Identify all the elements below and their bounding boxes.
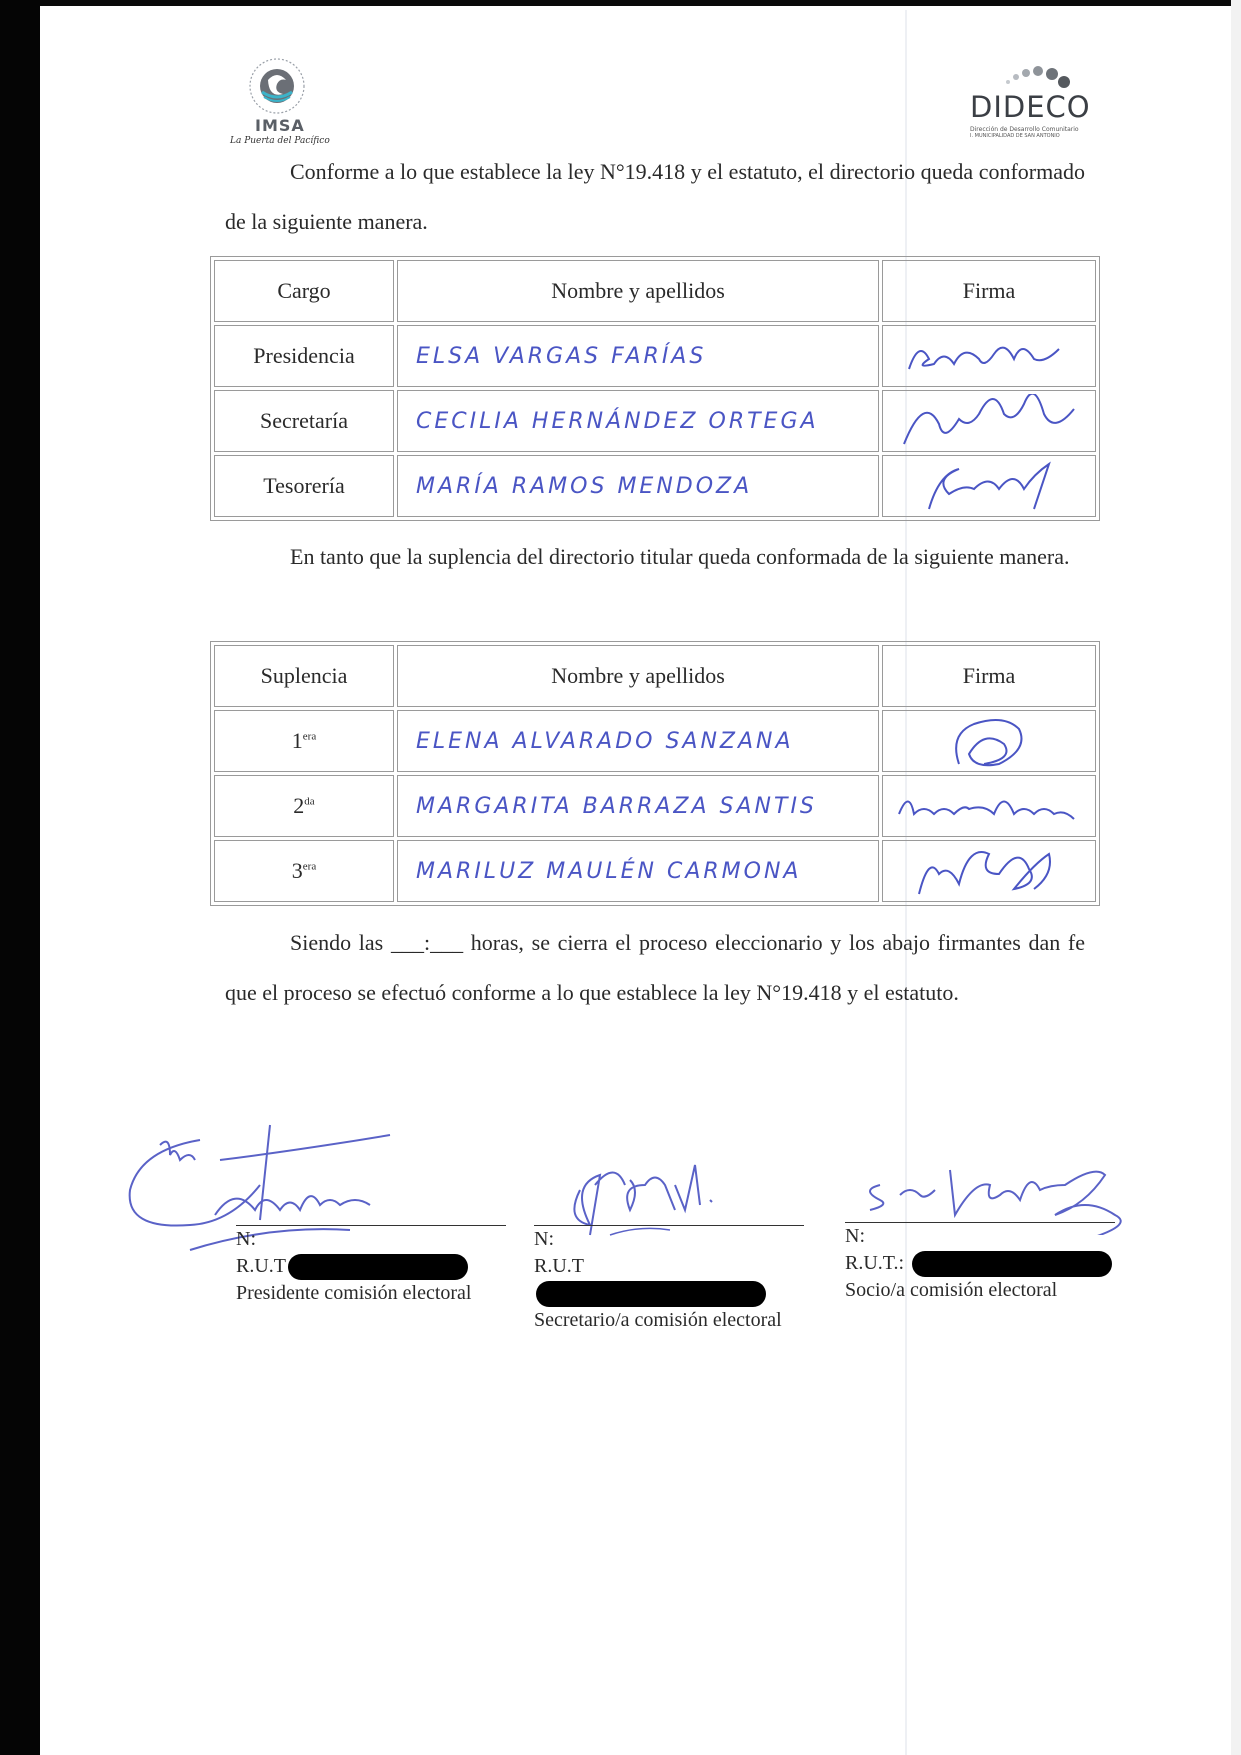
closing-text-part2: horas, se cierra el proceso eleccionario y los abajo firmantes dan fe que el proceso se efectuó conforme a lo que establece la ley N°19.418 y el estatuto. [225,930,1085,1005]
rut-row [845,1250,1115,1277]
redaction-bar [912,1251,1112,1277]
table-row [214,710,1096,772]
table-row [214,775,1096,837]
signature-image [882,710,1096,772]
rut-label: R.U.T [534,1255,584,1277]
dideco-subtitle-2: I. MUNICIPALIDAD DE SAN ANTONIO [970,133,1060,139]
signature-block-presidente [236,1225,506,1307]
signature-image [882,840,1096,902]
suplencia-paragraph: En tanto que la suplencia del directorio titular queda conformada de la siguiente manera. [290,544,1070,569]
directorio-table [210,256,1100,521]
handwritten-name: CECILIA HERNÁNDEZ ORTEGA [397,390,879,452]
role-label: Secretario/a comisión electoral [534,1309,782,1332]
signature-image [882,455,1096,517]
table-row [214,840,1096,902]
signature-image [882,325,1096,387]
rut-row [534,1253,804,1307]
cargo-cell: Presidencia [214,325,394,387]
dideco-name: DIDECO [970,90,1091,124]
handwritten-name: MARÍA RAMOS MENDOZA [397,455,879,517]
rut-row [236,1253,506,1280]
header-cargo: Cargo [214,260,394,322]
redaction-bar [536,1281,766,1307]
signature-image [882,390,1096,452]
suplencia-number: $1^{era}$ [214,710,394,772]
signature-block-socio [845,1222,1115,1304]
n-label: N: [236,1228,256,1250]
redaction-bar [288,1254,468,1280]
table-row [214,325,1096,387]
intro-paragraph: Conforme a lo que establece la ley N°19.418 y el estatuto, el directorio queda conformado de la siguiente manera. [225,159,1085,234]
rut-label: R.U.T [236,1255,286,1277]
handwritten-name: ELSA VARGAS FARÍAS [397,325,879,387]
dideco-subtitle: Dirección de Desarrollo Comunitario [970,126,1079,133]
n-label: N: [534,1228,554,1250]
time-blank: ___:___ [390,930,464,955]
table-header-row [214,645,1096,707]
header-firma: Firma [882,645,1096,707]
closing-paragraph [225,918,1085,1018]
table-header-row [214,260,1096,322]
n-label: N: [845,1225,865,1247]
imsa-name: IMSA [255,116,305,135]
scan-right-edge [1231,0,1241,1755]
rut-label: R.U.T.: [845,1252,905,1274]
closing-text-part1: Siendo las [290,930,384,955]
signature-block-secretario [534,1225,804,1334]
suplencia-table [210,641,1100,906]
signature-image [882,775,1096,837]
handwritten-name: ELENA ALVARADO SANZANA [397,710,879,772]
imsa-tagline: La Puerta del Pacífico [230,136,330,146]
header-nombre: Nombre y apellidos [397,645,879,707]
suplencia-number: $3^{era}$ [214,840,394,902]
header-suplencia: Suplencia [214,645,394,707]
handwritten-name: MARILUZ MAULÉN CARMONA [397,840,879,902]
role-label: Presidente comisión electoral [236,1282,472,1305]
table-row [214,390,1096,452]
scan-top-edge [40,0,1241,6]
cargo-cell: Tesorería [214,455,394,517]
scan-left-edge [0,0,40,1755]
cargo-cell: Secretaría [214,390,394,452]
header-firma: Firma [882,260,1096,322]
table-row [214,455,1096,517]
handwritten-name: MARGARITA BARRAZA SANTIS [397,775,879,837]
role-label: Socio/a comisión electoral [845,1279,1058,1302]
suplencia-number: $2^{da}$ [214,775,394,837]
header-nombre: Nombre y apellidos [397,260,879,322]
